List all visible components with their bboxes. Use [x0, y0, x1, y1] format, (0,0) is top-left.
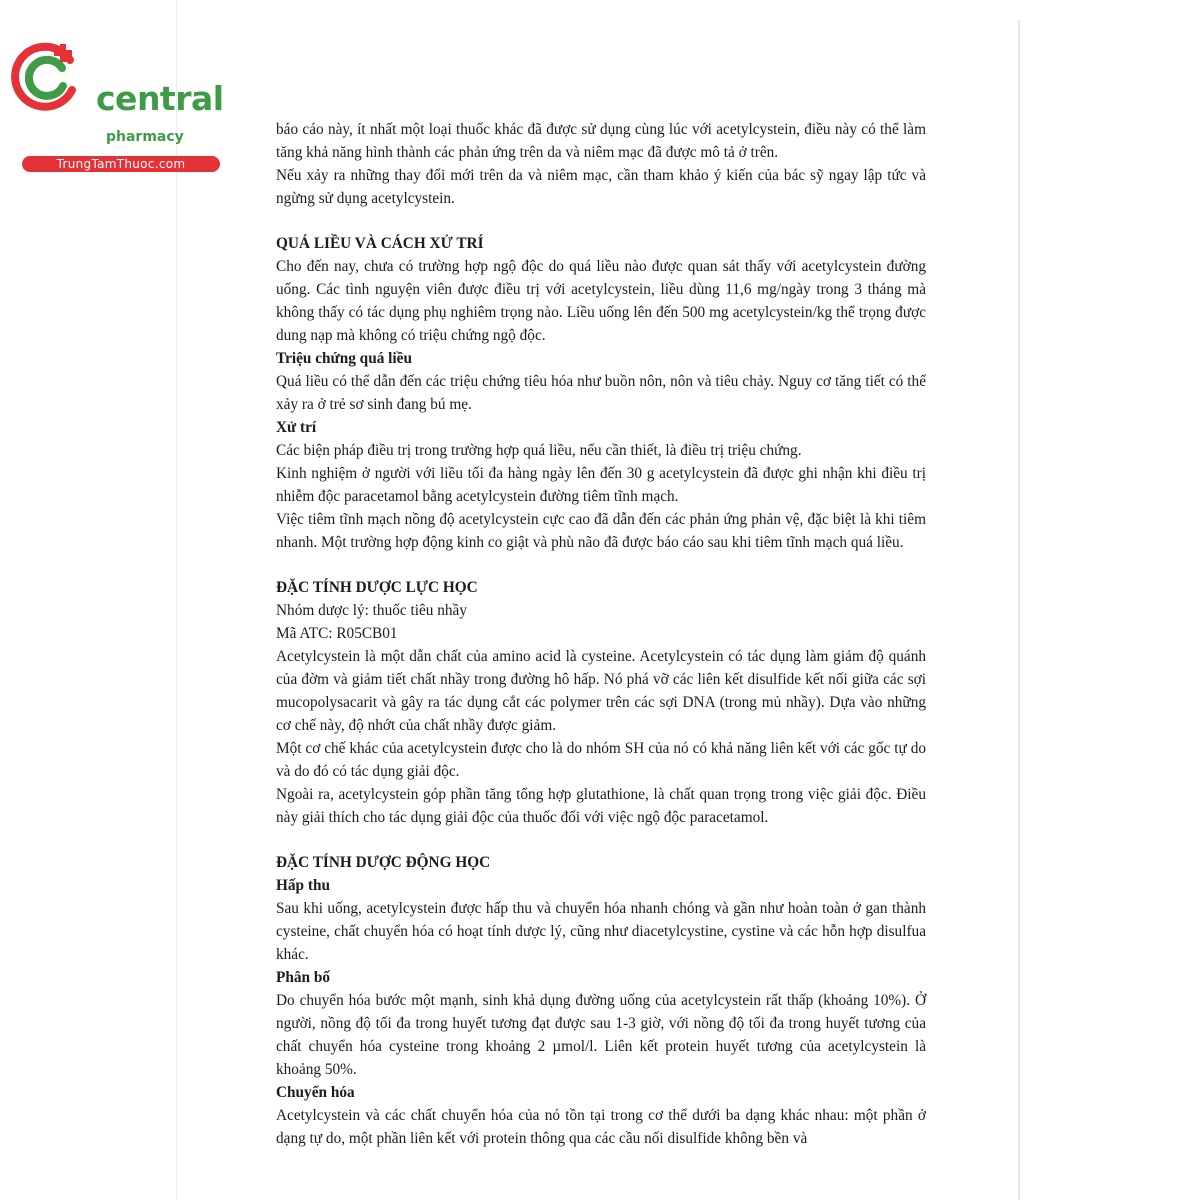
- pharmacodynamics-section-title: ĐẶC TÍNH DƯỢC LỰC HỌC: [276, 579, 478, 596]
- overdose-treatment-title: Xử trí: [276, 419, 317, 436]
- page-edge-right: [1018, 20, 1020, 1200]
- intro-paragraph-1: báo cáo này, ít nhất một loại thuốc khác đã được sử dụng cùng lúc với acetylcystein, điều này có thể làm tăng khả năng hình thành các phản ứng trên da và niêm mạc đã được mô tả ở trên.: [276, 121, 926, 161]
- distribution-text: Do chuyển hóa bước một mạnh, sinh khả dụng đường uống của acetylcystein rất thấp (khoảng 10%). Ở người, nồng độ tối đa trong huyết tương đạt được sau 1-3 giờ, với nồng độ tối đa trong huyết tương của chất chuyển hóa cysteine trong khoảng 2 µmol/l. Liên kết protein huyết tương của acetylcystein là khoảng 50%.: [276, 992, 926, 1078]
- pharmacokinetics-section-title: ĐẶC TÍNH DƯỢC ĐỘNG HỌC: [276, 854, 491, 871]
- pharmacological-group: Nhóm dược lý: thuốc tiêu nhầy: [276, 602, 467, 619]
- pharmacodynamics-paragraph-3: Ngoài ra, acetylcystein góp phần tăng tổng hợp glutathione, là chất quan trọng trong việc giải độc. Điều này giải thích cho tác dụng giải độc của thuốc đối với việc ngộ độc paracetamol.: [276, 786, 926, 826]
- intro-paragraph-2: Nếu xảy ra những thay đổi mới trên da và niêm mạc, cần tham khảo ý kiến của bác sỹ ngay lập tức và ngừng sử dụng acetylcystein.: [276, 167, 926, 207]
- overdose-symptoms-title: Triệu chứng quá liều: [276, 350, 412, 367]
- central-pharmacy-logo: [10, 38, 250, 171]
- logo-subtitle: pharmacy: [106, 129, 184, 145]
- overdose-treatment-paragraph-1: Các biện pháp điều trị trong trường hợp quá liều, nếu cần thiết, là điều trị triệu chứng.: [276, 442, 802, 459]
- metabolism-text: Acetylcystein và các chất chuyển hóa của nó tồn tại trong cơ thể dưới ba dạng khác nhau: một phần ở dạng tự do, một phần liên kết với protein thông qua các cầu nối disulfide không bền và: [276, 1107, 926, 1147]
- document-body: [276, 118, 926, 1150]
- logo-banner: TrungTamThuoc.com: [22, 156, 220, 172]
- logo-name: central: [96, 79, 224, 118]
- pharmacodynamics-paragraph-2: Một cơ chế khác của acetylcystein được cho là do nhóm SH của nó có khả năng liên kết với các gốc tự do và do đó có tác dụng giải độc.: [276, 740, 926, 780]
- pharmacy-cross-icon: [10, 38, 90, 118]
- page-edge-left: [176, 0, 177, 1200]
- pharmacodynamics-paragraph-1: Acetylcystein là một dẫn chất của amino acid là cysteine. Acetylcystein có tác dụng làm giảm độ quánh của đờm và giảm tiết chất nhầy trong đường hô hấp. Nó phá vỡ các liên kết disulfide kết nối giữa các sợi mucopolysacarit và gây ra tác dụng cắt các polymer trên các sợi DNA (trong mủ nhầy). Dựa vào những cơ chế này, độ nhớt của chất nhầy được giảm.: [276, 648, 926, 734]
- overdose-paragraph: Cho đến nay, chưa có trường hợp ngộ độc do quá liều nào được quan sát thấy với acetylcystein đường uống. Các tình nguyện viên được điều trị với acetylcystein, liều dùng 11,6 mg/ngày trong 3 tháng mà không thấy có tác dụng phụ nghiêm trọng nào. Liều uống lên đến 500 mg acetylcystein/kg thể trọng được dung nạp mà không có triệu chứng ngộ độc.: [276, 258, 926, 344]
- absorption-title: Hấp thu: [276, 877, 330, 894]
- overdose-symptoms-text: Quá liều có thể dẫn đến các triệu chứng tiêu hóa như buồn nôn, nôn và tiêu chảy. Nguy cơ tăng tiết có thể xảy ra ở trẻ sơ sinh đang bú mẹ.: [276, 373, 926, 413]
- overdose-treatment-paragraph-3: Việc tiêm tĩnh mạch nồng độ acetylcystein cực cao đã dẫn đến các phản ứng phản vệ, đặc biệt là khi tiêm nhanh. Một trường hợp động kinh co giật và phù não đã được báo cáo sau khi tiêm tĩnh mạch quá liều.: [276, 511, 926, 551]
- metabolism-title: Chuyển hóa: [276, 1084, 355, 1101]
- absorption-text: Sau khi uống, acetylcystein được hấp thu và chuyển hóa nhanh chóng và gần như hoàn toàn ở gan thành cysteine, chất chuyển hóa có hoạt tính dược lý, cũng như diacetylcystine, cystine và các hỗn hợp disulfua khác.: [276, 900, 926, 963]
- atc-code: Mã ATC: R05CB01: [276, 625, 398, 642]
- overdose-treatment-paragraph-2: Kinh nghiệm ở người với liều tối đa hàng ngày lên đến 30 g acetylcystein đã được ghi nhận khi điều trị nhiễm độc paracetamol bằng acetylcystein đường tiêm tĩnh mạch.: [276, 465, 926, 505]
- overdose-section-title: QUÁ LIỀU VÀ CÁCH XỬ TRÍ: [276, 235, 484, 252]
- distribution-title: Phân bố: [276, 969, 330, 986]
